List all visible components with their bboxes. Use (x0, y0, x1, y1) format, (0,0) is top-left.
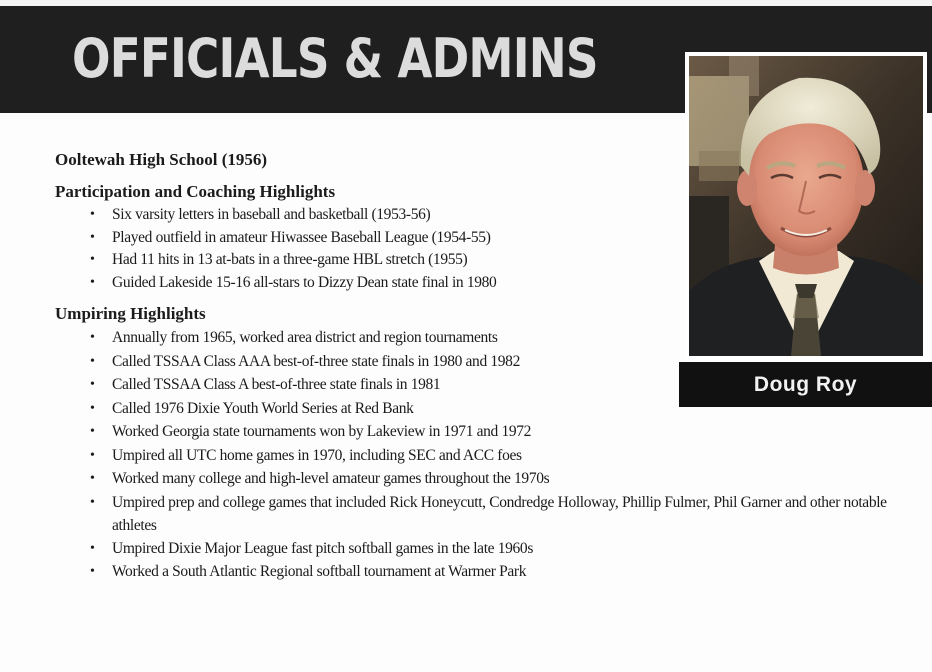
list-item: • Umpired prep and college games that included Rick Honeycutt, Condredge Holloway, Phillip Fulmer, Phil Garner and other notable athletes (55, 491, 905, 537)
list-item: • Called TSSAA Class A best-of-three state finals in 1981 (55, 373, 905, 397)
bio-content (55, 150, 905, 594)
list-item: • Called 1976 Dixie Youth World Series at Red Bank (55, 397, 905, 421)
umpiring-list (55, 326, 905, 584)
list-item: • Called TSSAA Class AAA best-of-three state finals in 1980 and 1982 (55, 350, 905, 374)
umpiring-heading: Umpiring Highlights (55, 304, 206, 324)
list-item: • Worked a South Atlantic Regional softball tournament at Warmer Park (55, 560, 905, 584)
list-item: • Worked Georgia state tournaments won by Lakeview in 1971 and 1972 (55, 420, 905, 444)
page-title: OFFICIALS & ADMINS (72, 27, 598, 90)
list-item: • Umpired Dixie Major League fast pitch softball games in the late 1960s (55, 537, 905, 561)
participation-heading: Participation and Coaching Highlights (55, 182, 336, 201)
person-name: Doug Roy (753, 372, 858, 396)
list-item: • Guided Lakeside 15-16 all-stars to Dizzy Dean state final in 1980 (55, 272, 905, 295)
list-item: • Had 11 hits in 13 at-bats in a three-game HBL stretch (1955) (55, 249, 905, 272)
list-item: • Worked many college and high-level amateur games throughout the 1970s (55, 467, 905, 491)
participation-list (55, 204, 905, 294)
list-item: • Umpired all UTC home games in 1970, including SEC and ACC foes (55, 444, 905, 468)
list-item: • Played outfield in amateur Hiwassee Baseball League (1954-55) (55, 227, 905, 250)
list-item: • Annually from 1965, worked area district and region tournaments (55, 326, 905, 350)
list-item: • Six varsity letters in baseball and basketball (1953-56) (55, 204, 905, 227)
school-line: Ooltewah High School (1956) (55, 150, 268, 169)
